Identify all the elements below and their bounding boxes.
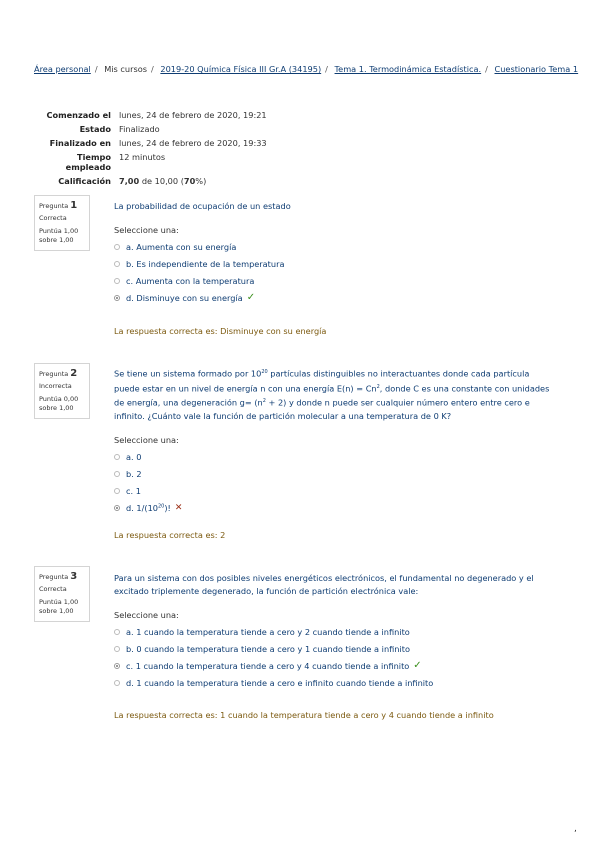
grade-close: %) [195,176,207,186]
radio-button[interactable] [114,454,120,460]
answer-option-c[interactable] [114,657,554,674]
radio-button[interactable] [114,680,120,686]
answer-option-label: d. Disminuye con su energía [126,292,243,303]
time-value: 12 minutos [119,152,166,162]
answer-option-c[interactable] [114,482,554,499]
question-label: Pregunta [39,370,69,378]
grade-score: 7,00 [119,176,140,186]
answer-option-label [126,503,171,513]
question-info-2 [34,363,90,419]
answer-options [114,623,554,691]
radio-button[interactable] [114,646,120,652]
answer-option-label: d. 1 cuando la temperatura tiende a cero e infinito cuando tiende a infinito [126,677,434,688]
answer-prompt: Seleccione una: [114,610,179,620]
breadcrumb-topic-link[interactable]: Tema 1. Termodinámica Estadística. [334,64,482,74]
breadcrumb-separator: / [325,64,328,74]
radio-button[interactable] [114,278,120,284]
grade-label: Calificación [58,176,111,186]
radio-button-selected[interactable] [114,663,120,669]
question-text: Para un sistema con dos posibles niveles energéticos electrónicos, el fundamental no degenerado y el excitado triplemente degenerado, la función de partición electrónica vale: [114,573,534,596]
question-text-part: , donde C es una constante con unidades de energía, una degeneración g= (n [114,383,550,409]
answer-option-label: c. Aumenta con la temperatura [126,275,255,286]
question-text-exponent: 2 [376,383,380,390]
answer-option-a[interactable] [114,448,554,465]
time-label-line2: empleado [65,162,111,172]
breadcrumb-separator: / [94,64,98,74]
answer-option-label: c. 1 [126,485,141,496]
question-mark-line2: sobre 1,00 [39,236,74,244]
finished-label: Finalizado en [49,138,111,148]
question-number: 2 [70,368,78,379]
breadcrumb-quiz-link[interactable]: Cuestionario Tema 1 [494,64,579,74]
answer-options [114,448,554,516]
question-text [114,366,554,423]
question-mark-line1: Puntúa 1,00 [39,598,79,606]
time-label [34,152,119,172]
answer-prompt: Seleccione una: [114,435,179,446]
option-text-part: d. 1/(10 [126,502,158,513]
breadcrumb [34,64,578,74]
finished-value: lunes, 24 de febrero de 2020, 19:33 [119,138,267,148]
question-text-exponent: 2 [262,398,266,405]
answer-prompt: Seleccione una: [114,225,179,235]
question-mark-line1: Puntúa 1,00 [39,227,79,235]
state-value: Finalizado [119,124,160,134]
question-content-2 [114,366,554,516]
answer-option-label: c. 1 cuando la temperatura tiende a cero y 4 cuando tiende a infinito [126,660,410,671]
question-text-part: Se tiene un sistema formado por 10 [114,368,262,379]
radio-button-selected[interactable] [114,505,120,511]
answer-option-c[interactable] [114,272,554,289]
correct-answer-feedback: La respuesta correcta es: Disminuye con su energía [114,326,327,336]
answer-option-b[interactable] [114,640,554,657]
grade-value [119,176,206,186]
answer-option-b[interactable] [114,465,554,482]
time-label-line1: Tiempo [77,152,111,162]
question-text: La probabilidad de ocupación de un estado [114,201,291,211]
option-text-part: )! [164,502,171,513]
check-icon: ✓ [246,292,256,303]
question-number: 3 [70,571,78,582]
question-mark [39,598,85,616]
answer-option-a[interactable] [114,623,554,640]
answer-option-d[interactable] [114,289,554,306]
question-state: Correcta [39,214,67,222]
breadcrumb-my-courses: Mis cursos [104,64,147,74]
answer-option-label: b. 0 cuando la temperatura tiende a cero y 1 cuando tiende a infinito [126,643,410,654]
breadcrumb-separator: / [485,64,488,74]
answer-option-d[interactable] [114,674,554,691]
question-label: Pregunta [39,573,69,581]
page-corner-mark: , [574,824,577,834]
cross-icon: ✕ [174,502,183,513]
answer-option-label: b. Es independiente de la temperatura [126,258,285,269]
question-info-3 [34,566,90,622]
grade-of: de 10,00 ( [141,176,184,186]
correct-answer-feedback: La respuesta correcta es: 2 [114,530,226,540]
question-content-3 [114,572,554,691]
answer-options [114,238,554,306]
answer-option-label: a. 0 [126,451,142,462]
check-icon: ✓ [413,660,422,671]
radio-button[interactable] [114,261,120,267]
breadcrumb-separator: / [151,64,154,74]
answer-option-label: a. 1 cuando la temperatura tiende a cero y 2 cuando tiende a infinito [126,626,410,637]
breadcrumb-course-link[interactable]: 2019-20 Química Física III Gr.A (34195) [160,64,322,74]
question-label: Pregunta [39,202,69,210]
grade-percent: 70 [183,176,196,186]
state-label: Estado [79,124,111,134]
breadcrumb-home-link[interactable]: Área personal [34,64,91,74]
answer-option-label: a. Aumenta con su energía [126,241,237,252]
correct-answer-feedback: La respuesta correcta es: 1 cuando la temperatura tiende a cero y 4 cuando tiende a infinito [114,710,494,720]
question-content-1 [114,200,554,306]
radio-button[interactable] [114,629,120,635]
question-text-part: partículas distinguibles no interactuantes donde cada partícula puede estar en un nivel de energía n con una energía E(n) = Cn [114,368,530,394]
question-info-1 [34,195,90,251]
question-state: Incorrecta [39,382,72,390]
radio-button[interactable] [114,488,120,494]
radio-button-selected[interactable] [114,295,120,301]
question-state: Correcta [39,585,67,593]
question-mark [39,395,85,413]
radio-button[interactable] [114,244,120,250]
started-value: lunes, 24 de febrero de 2020, 19:21 [119,110,267,120]
answer-option-b[interactable] [114,255,554,272]
question-text-part: + 2) y donde n puede ser cualquier número entero entre cero e infinito. ¿Cuánto vale la función de partición molecular a una temperatura de 0 K? [114,398,530,422]
started-label: Comenzado el [46,110,111,120]
attempt-summary [34,110,267,190]
question-mark-line1: Puntúa 0,00 [39,395,79,403]
question-mark-line2: sobre 1,00 [39,607,74,615]
question-text-exponent: 20 [261,369,268,375]
option-text-exponent: 20 [157,502,165,509]
answer-option-a[interactable] [114,238,554,255]
question-mark [39,227,85,245]
question-mark-line2: sobre 1,00 [39,404,74,412]
answer-option-d[interactable] [114,499,554,516]
answer-option-label: b. 2 [126,468,142,479]
radio-button[interactable] [114,471,120,477]
question-number: 1 [70,200,78,211]
